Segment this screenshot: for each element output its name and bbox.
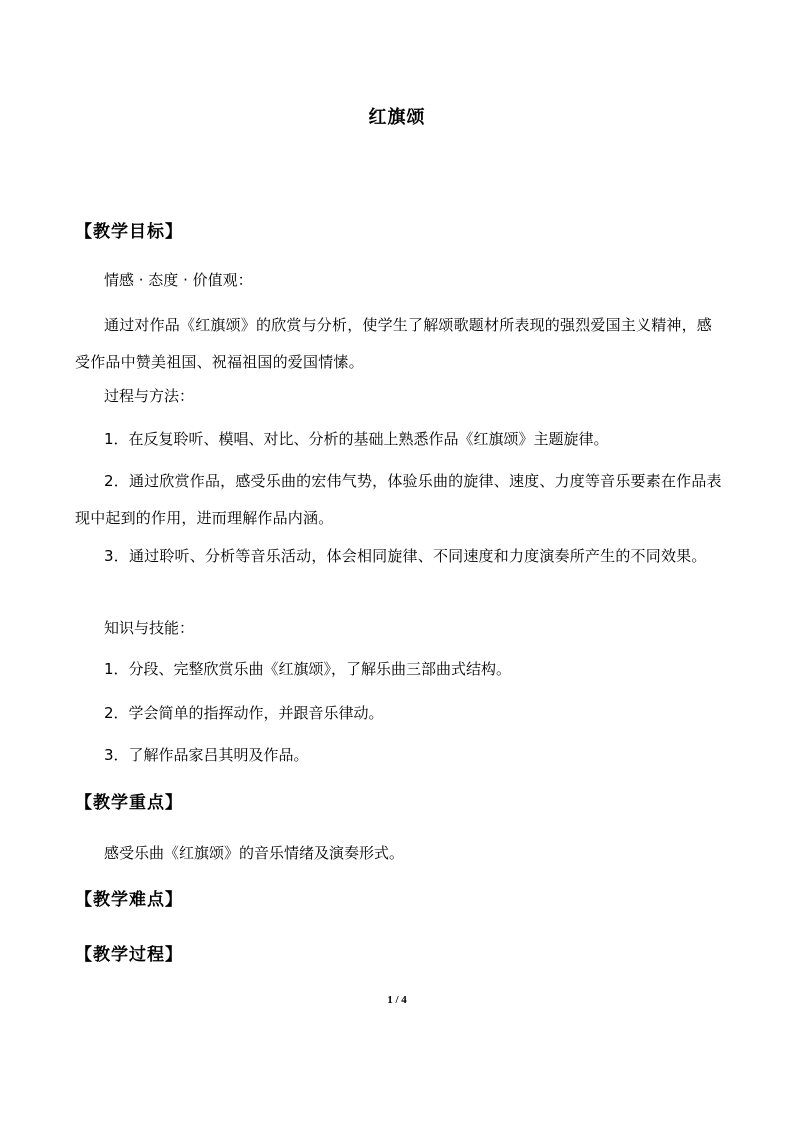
knowledge-item-1: 1．分段、完整欣赏乐曲《红旗颂》，了解乐曲三部曲式结构。 [104, 660, 512, 678]
process-item-1: 1．在反复聆听、模唱、对比、分析的基础上熟悉作品《红旗颂》主题旋律。 [104, 430, 609, 448]
key-points-text: 感受乐曲《红旗颂》的音乐情绪及演奏形式。 [104, 844, 405, 862]
process-item-3: 3．通过聆听、分析等音乐活动，体会相同旋律、不同速度和力度演奏所产生的不同效果。 [104, 547, 707, 565]
heading-objectives: 【教学目标】 [75, 222, 183, 242]
heading-difficulties: 【教学难点】 [75, 890, 183, 910]
heading-key-points: 【教学重点】 [75, 793, 183, 813]
knowledge-item-2: 2．学会简单的指挥动作，并跟音乐律动。 [104, 704, 384, 722]
emotion-label: 情感 · 态度 · 价值观： [104, 271, 253, 289]
heading-process: 【教学过程】 [75, 945, 183, 965]
emotion-text: 通过对作品《红旗颂》的欣赏与分析，使学生了解颂歌题材所表现的强烈爱国主义精神，感受作品中赞美祖国、祝福祖国的爱国情愫。 [75, 316, 713, 371]
knowledge-item-3: 3．了解作品家吕其明及作品。 [104, 746, 309, 764]
page-number: 1 / 4 [387, 994, 407, 1006]
knowledge-label: 知识与技能： [104, 619, 195, 637]
process-item-2: 2．通过欣赏作品，感受乐曲的宏伟气势，体验乐曲的旋律、速度、力度等音乐要素在作品表现中起到的作用，进而理解作品内涵。 [75, 472, 722, 527]
process-label: 过程与方法： [104, 387, 195, 405]
document-title: 红旗颂 [368, 107, 426, 128]
